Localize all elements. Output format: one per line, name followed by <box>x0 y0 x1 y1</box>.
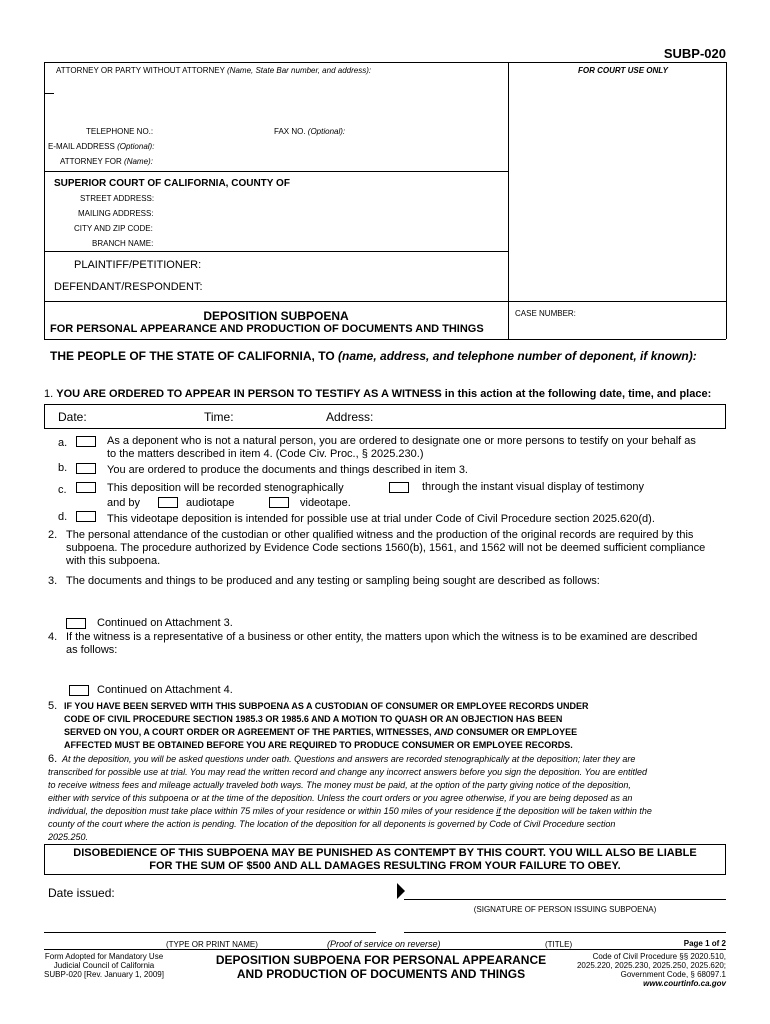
item1c-text: This deposition will be recorded stenographically <box>107 482 344 494</box>
attorney-label: ATTORNEY OR PARTY WITHOUT ATTORNEY (Name, State Bar number, and address): <box>56 66 372 75</box>
title-box-rule <box>44 339 726 340</box>
item3-number: 3. <box>48 575 58 587</box>
parties-box-rule <box>44 301 726 302</box>
item1a-text-2: to the matters described in item 4. (Code Civ. Proc., § 2025.230.) <box>107 448 424 460</box>
item1b-checkbox[interactable] <box>76 463 96 474</box>
and-by-label: and by <box>107 497 141 509</box>
attachment4-label: Continued on Attachment 4. <box>97 684 233 696</box>
item5-number: 5. <box>48 700 58 712</box>
header-top-rule <box>44 62 726 63</box>
date-label: Date: <box>58 410 87 424</box>
title-line[interactable] <box>404 932 726 933</box>
item2-text-3: with this subpoena. <box>66 555 161 567</box>
time-label: Time: <box>204 410 234 424</box>
item1c-checkbox[interactable] <box>76 482 96 493</box>
item2-text-2: subpoena. The procedure authorized by Evidence Code sections 1560(b), 1561, and 1562 will not be deemed sufficient compliance <box>66 542 706 554</box>
adopted-block <box>44 952 164 979</box>
audiotape-label: audiotape <box>186 497 235 509</box>
address-label: Address: <box>326 410 374 424</box>
item6-number: 6. <box>48 753 58 765</box>
item4-text-2: as follows: <box>66 644 118 656</box>
attachment4-checkbox[interactable] <box>69 685 89 696</box>
signature-arrow-shape <box>397 883 405 899</box>
footer-rule <box>44 949 726 950</box>
attorney-input-mark <box>44 93 54 94</box>
signature-arrow-icon <box>396 882 406 900</box>
form-subtitle: FOR PERSONAL APPEARANCE AND PRODUCTION OF DOCUMENTS AND THINGS <box>50 323 484 335</box>
item1b-letter: b. <box>58 462 68 474</box>
item1-heading: 1. YOU ARE ORDERED TO APPEAR IN PERSON TO TESTIFY AS A WITNESS in this action at the following date, time, and place: <box>44 388 712 400</box>
audiotape-checkbox[interactable] <box>158 497 178 508</box>
print-name-caption: (TYPE OR PRINT NAME) <box>166 940 258 949</box>
item5-line-4: AFFECTED MUST BE OBTAINED BEFORE YOU ARE REQUIRED TO PRODUCE CONSUMER OR EMPLOYEE RECORDS. <box>64 740 573 750</box>
item1a-letter: a. <box>58 437 68 449</box>
signature-caption: (SIGNATURE OF PERSON ISSUING SUBPOENA) <box>473 905 657 914</box>
item1d-letter: d. <box>58 511 68 523</box>
item4-text-1: If the witness is a representative of a business or other entity, the matters upon which the witness is to be examined are described <box>66 631 698 643</box>
item6-line-2: transcribed for possible use at trial. You may read the written record and change any incorrect answers before you sign the deposition. You are entitled <box>48 767 648 777</box>
header-left-rule <box>44 62 45 339</box>
item2-text-1: The personal attendance of the custodian or other qualified witness and the production of the original records are required by this <box>66 529 694 541</box>
item5-line-1: IF YOU HAVE BEEN SERVED WITH THIS SUBPOENA AS A CUSTODIAN OF CONSUMER OR EMPLOYEE RECORDS UNDER <box>64 701 589 711</box>
city-zip-label: CITY AND ZIP CODE: <box>74 224 153 233</box>
item3-text: The documents and things to be produced and any testing or sampling being sought are described as follows: <box>66 575 600 587</box>
title-caption: (TITLE) <box>545 940 573 949</box>
adopted-line-1: Form Adopted for Mandatory Use <box>44 952 164 961</box>
warning-line-1: DISOBEDIENCE OF THIS SUBPOENA MAY BE PUNISHED AS CONTEMPT BY THIS COURT. YOU WILL ALSO BE LIABLE <box>73 847 697 859</box>
attorney-box-rule <box>44 171 508 172</box>
item4-number: 4. <box>48 631 58 643</box>
signature-line[interactable] <box>404 899 726 900</box>
date-issued-label: Date issued: <box>48 886 115 900</box>
item1a-text-1: As a deponent who is not a natural person, you are ordered to designate one or more persons to testify on your behalf as <box>107 435 696 447</box>
fax-label: FAX NO. (Optional): <box>274 127 346 136</box>
videotape-checkbox[interactable] <box>269 497 289 508</box>
item6-line-7: 2025.250. <box>48 832 89 842</box>
adopted-line-2: Judicial Council of California <box>53 961 155 970</box>
court-use-divider <box>508 62 509 339</box>
people-line: THE PEOPLE OF THE STATE OF CALIFORNIA, TO (name, address, and telephone number of deponent, if known): <box>50 349 697 363</box>
court-title: SUPERIOR COURT OF CALIFORNIA, COUNTY OF <box>54 178 290 189</box>
header-right-rule <box>726 62 727 339</box>
item6-line-4: either with service of this subpoena or at the time of the deposition. Unless the court orders or you agree otherwise, if you are being deposed as an <box>48 793 633 803</box>
print-name-line[interactable] <box>44 932 376 933</box>
street-address-label: STREET ADDRESS: <box>80 194 155 203</box>
attorney-for-label: ATTORNEY FOR (Name): <box>60 157 153 166</box>
item6-line-1: At the deposition, you will be asked questions under oath. Questions and answers are recorded stenographically at the deposition; later they are <box>62 754 636 764</box>
code-line-1: Code of Civil Procedure §§ 2020.510, <box>592 952 726 961</box>
plaintiff-label: PLAINTIFF/PETITIONER: <box>74 259 202 271</box>
form-title: DEPOSITION SUBPOENA <box>203 309 349 323</box>
code-line-3: Government Code, § 68097.1 <box>620 970 726 979</box>
mailing-address-label: MAILING ADDRESS: <box>78 209 154 218</box>
branch-name-label: BRANCH NAME: <box>92 239 154 248</box>
videotape-label: videotape. <box>300 497 351 509</box>
warning-line-2: FOR THE SUM OF $500 AND ALL DAMAGES RESULTING FROM YOUR FAILURE TO OBEY. <box>149 860 621 872</box>
item6-line-6: county of the court where the action is pending. The location of the deposition for all deponents is governed by Code of Civil Procedure section <box>48 819 616 829</box>
item1d-checkbox[interactable] <box>76 511 96 522</box>
attachment3-label: Continued on Attachment 3. <box>97 617 233 629</box>
item1b-text: You are ordered to produce the documents and things described in item 3. <box>107 464 468 476</box>
form-code: SUBP-020 <box>663 46 726 61</box>
proof-of-service-note: (Proof of service on reverse) <box>327 939 441 949</box>
instant-visual-checkbox[interactable] <box>389 482 409 493</box>
adopted-line-3: SUBP-020 [Rev. January 1, 2009] <box>44 970 164 979</box>
telephone-label: TELEPHONE NO.: <box>86 127 154 136</box>
footer-title <box>196 953 566 981</box>
item5-line-3: SERVED ON YOU, A COURT ORDER OR AGREEMENT OF THE PARTIES, WITNESSES, AND CONSUMER OR EMPLOYEE <box>64 727 578 737</box>
item5-line-2: CODE OF CIVIL PROCEDURE SECTION 1985.3 OR 1985.6 AND A MOTION TO QUASH OR AN OBJECTION HAS BEEN <box>64 714 563 724</box>
item6-line-5: individual, the deposition must take place within 75 miles of your residence or within 150 miles of your residence if the deposition will be taken within the <box>48 806 652 816</box>
code-citation-block <box>556 952 726 988</box>
item1a-checkbox[interactable] <box>76 436 96 447</box>
code-line-2: 2025.220, 2025.230, 2025.250, 2025.620; <box>576 961 726 970</box>
item6-line-3: to receive witness fees and mileage actually traveled both ways. The money must be paid, at the option of the party giving notice of the deposition, <box>48 780 631 790</box>
item1d-text: This videotape deposition is intended for possible use at trial under Code of Civil Procedure section 2025.620(d). <box>107 513 655 525</box>
defendant-label: DEFENDANT/RESPONDENT: <box>54 281 203 293</box>
page-number: Page 1 of 2 <box>683 939 726 948</box>
case-number-label: CASE NUMBER: <box>515 309 576 318</box>
date-time-address-box <box>44 404 726 429</box>
court-box-rule <box>44 251 508 252</box>
website-link[interactable]: www.courtinfo.ca.gov <box>643 979 726 988</box>
item2-number: 2. <box>48 529 58 541</box>
footer-title-line-1: DEPOSITION SUBPOENA FOR PERSONAL APPEARANCE <box>215 953 547 967</box>
footer-title-line-2: AND PRODUCTION OF DOCUMENTS AND THINGS <box>236 967 526 981</box>
court-use-label: FOR COURT USE ONLY <box>578 66 668 75</box>
email-label: E-MAIL ADDRESS (Optional): <box>48 142 155 151</box>
item1c-letter: c. <box>58 484 67 496</box>
instant-visual-label: through the instant visual display of testimony <box>422 481 644 493</box>
attachment3-checkbox[interactable] <box>66 618 86 629</box>
